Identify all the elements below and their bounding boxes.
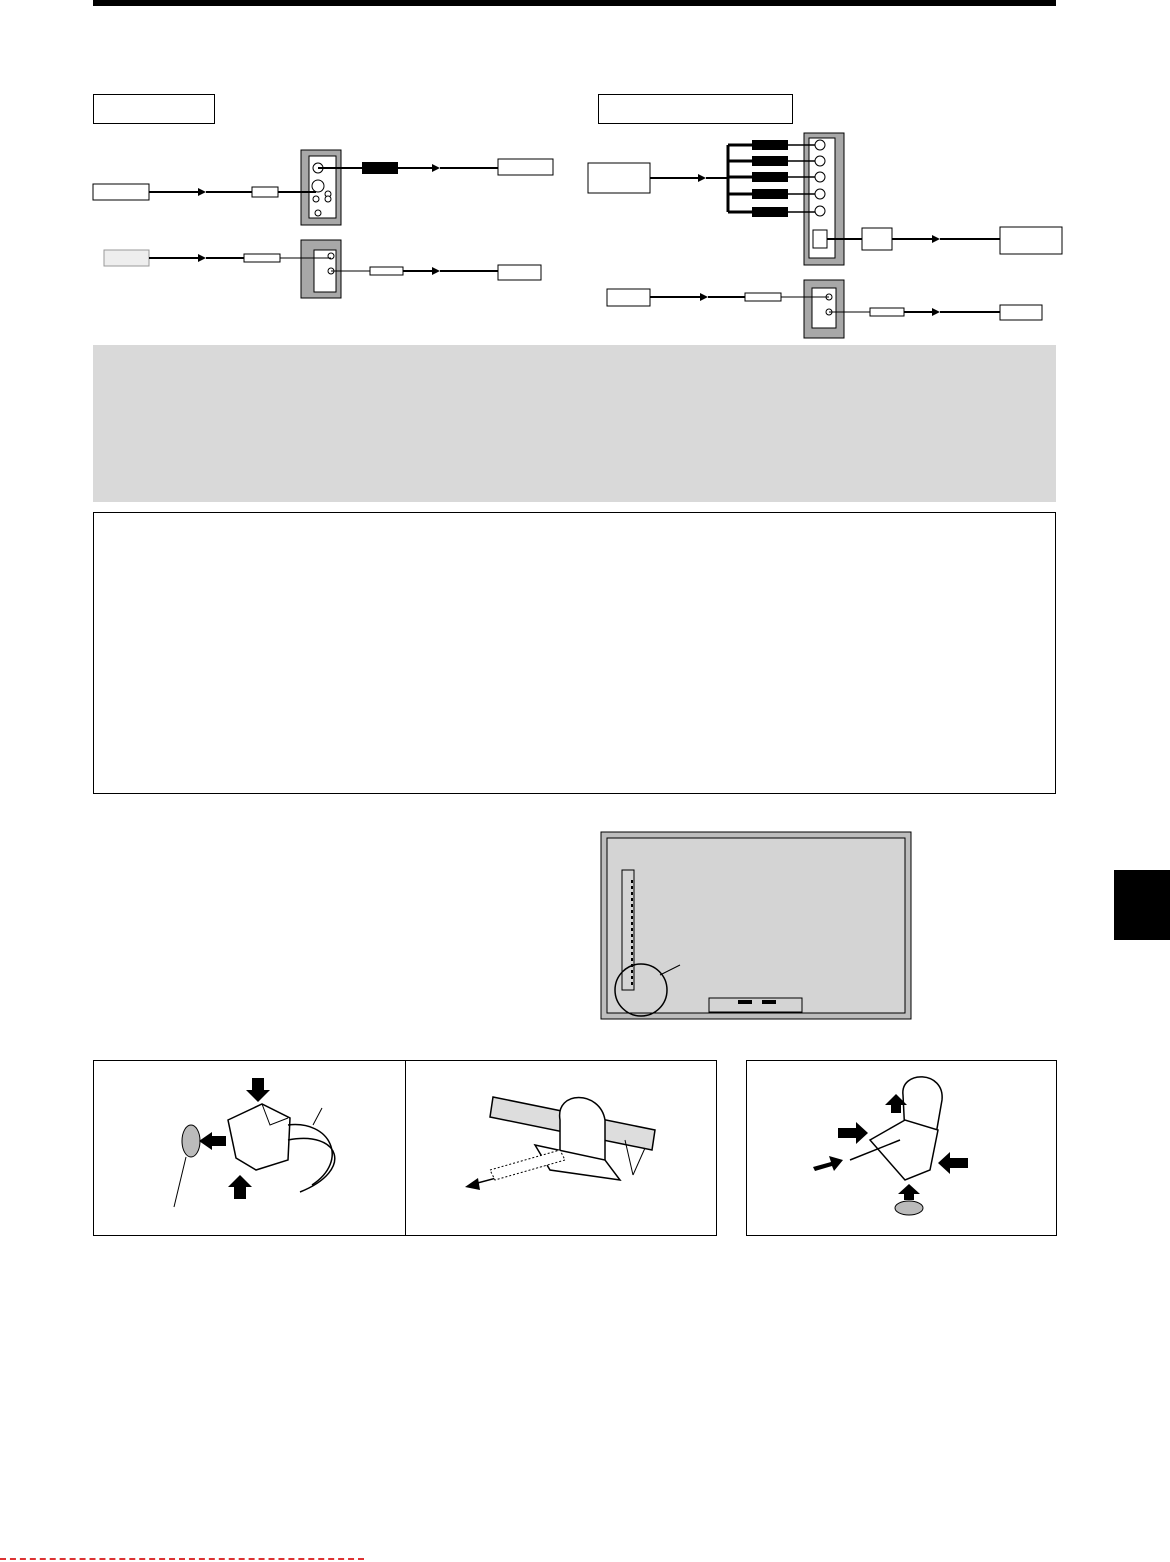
page-bottom-marker <box>0 1558 364 1560</box>
